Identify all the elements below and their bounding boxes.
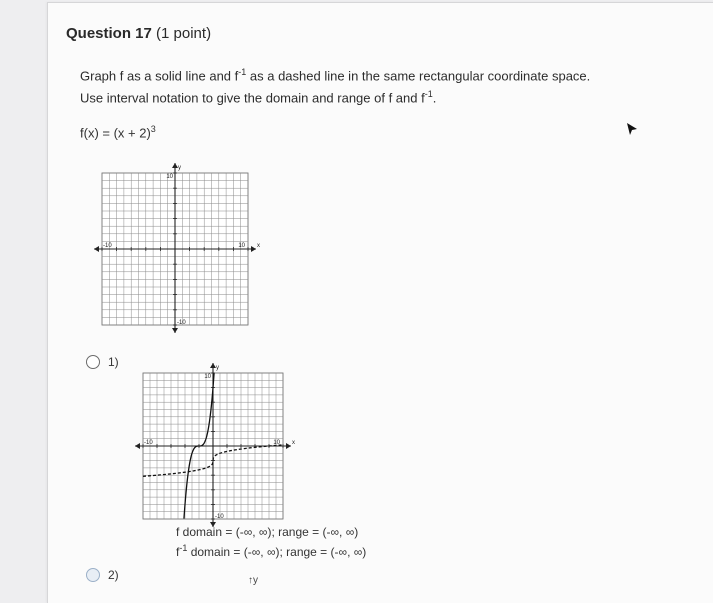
- option-1-radio[interactable]: [86, 355, 100, 369]
- y-tick-10: 10: [204, 374, 211, 380]
- blank-coordinate-grid: [82, 161, 260, 333]
- option-2-graph-y-label: ↑y: [248, 575, 258, 586]
- x-tick-10: 10: [273, 440, 280, 446]
- y-tick-10: 10: [166, 174, 173, 180]
- x-tick-neg10: -10: [103, 243, 112, 249]
- question-instruction: Graph f as a solid line and $f^{-1}$ as a dashed line in the same rectangular coordinate space. Use interval notation to give the domain and range of f and $f^{-1}$.: [80, 67, 591, 106]
- option-1-f-domain-range: f domain = (-∞, ∞); range = (-∞, ∞): [176, 525, 359, 539]
- mouse-cursor-icon: [626, 122, 638, 136]
- y-tick-neg10: -10: [177, 320, 186, 326]
- option-1-row[interactable]: [86, 355, 119, 369]
- option-2-radio[interactable]: [86, 568, 100, 582]
- question-title: [66, 25, 211, 42]
- y-tick-neg10: -10: [215, 514, 224, 520]
- x-tick-neg10: -10: [144, 440, 153, 446]
- option-2-label: 2): [108, 568, 119, 582]
- question-points: (1 point): [156, 25, 212, 42]
- option-1-graph: [123, 361, 293, 526]
- question-card: [47, 2, 713, 603]
- x-tick-10: 10: [238, 243, 245, 249]
- option-2-row[interactable]: [86, 568, 119, 582]
- y-axis-label: y: [216, 365, 219, 371]
- function-definition: $f(x) = (x + 2)^3$: [80, 124, 156, 141]
- option-1-label: 1): [108, 355, 119, 369]
- question-number: Question 17: [66, 25, 152, 42]
- y-axis-label: y: [178, 165, 181, 171]
- x-axis-label: x: [257, 243, 260, 249]
- x-axis-label: x: [292, 440, 295, 446]
- option-1-finv-domain-range: $f^{-1}$ domain = (-∞, ∞); range = (-∞, ∞): [176, 543, 367, 559]
